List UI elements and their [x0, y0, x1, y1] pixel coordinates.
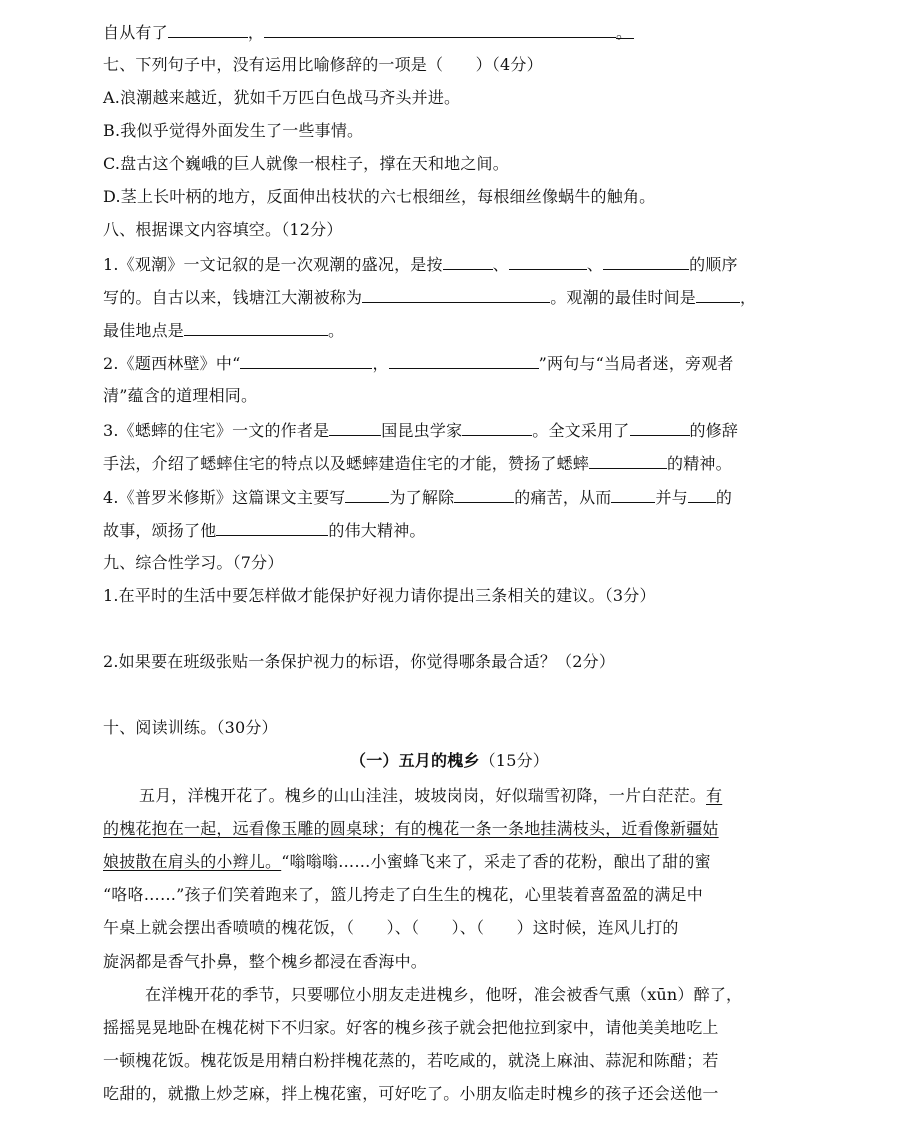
answer-blank[interactable]	[329, 420, 381, 436]
answer-blank[interactable]	[611, 487, 655, 503]
answer-blank[interactable]	[240, 353, 372, 369]
q9-item1: 1.在平时的生活中要怎样做才能保护好视力请你提出三条相关的建议。（3分）	[103, 586, 656, 605]
q9-item2: 2.如果要在班级张贴一条保护视力的标语，你觉得哪条最合适？（2分）	[103, 652, 616, 671]
answer-blank[interactable]	[362, 287, 550, 303]
passage-para1-line4: “咯咯……”孩子们笑着跑来了，篮儿挎走了白生生的槐花，心里装着喜盈盈的满足中	[103, 885, 703, 904]
answer-blank[interactable]	[264, 22, 616, 38]
passage-title: （一）五月的槐乡（15分）	[350, 751, 549, 770]
passage-para1-line6: 旋涡都是香气扑鼻，整个槐乡都浸在香海中。	[103, 952, 428, 971]
passage-para2-line2: 摇摇晃晃地卧在槐花树下不归家。好客的槐乡孩子就会把他拉到家中，请他美美地吃上	[103, 1018, 719, 1037]
q8-item1-line2: 写的。自古以来，钱塘江大潮被称为 。观潮的最佳时间是 ，	[103, 288, 757, 307]
q8-item3-line2: 手法，介绍了蟋蟀住宅的特点以及蟋蟀建造住宅的才能，赞扬了蟋蟀 的精神。	[103, 454, 732, 473]
answer-blank[interactable]	[696, 287, 740, 303]
q8-item4-line2: 故事，颂扬了他 的伟大精神。	[103, 521, 426, 540]
answer-blank[interactable]	[216, 520, 328, 536]
answer-blank[interactable]	[630, 420, 690, 436]
answer-blank[interactable]	[345, 487, 389, 503]
answer-blank[interactable]	[168, 22, 248, 38]
answer-blank[interactable]	[184, 320, 328, 336]
passage-para2-line3: 一顿槐花饭。槐花饭是用精白粉拌槐花蒸的，若吃咸的，就浇上麻油、蒜泥和陈醋；若	[103, 1051, 719, 1070]
q8-item1-line1: 1.《观潮》一文记叙的是一次观潮的盛况，是按 、 、 的顺序	[103, 255, 738, 274]
answer-blank[interactable]	[389, 353, 539, 369]
passage-para1-line3: 娘披散在肩头的小辫儿。“嗡嗡嗡……小蜜蜂飞来了，采走了香的花粉，酿出了甜的蜜	[103, 852, 711, 871]
q6-fill-line: 自从有了 ， 。	[103, 23, 633, 42]
passage-para2-line1: 在洋槐开花的季节，只要哪位小朋友走进槐乡，他呀，准会被香气熏（xūn）醉了，	[145, 985, 743, 1004]
passage-para1-line5: 午桌上就会摆出香喷喷的槐花饭，（ ）、（ ）、（ ）这时候，连风儿打的	[103, 918, 679, 937]
answer-blank[interactable]: 。	[616, 23, 633, 42]
q8-item4-line1: 4.《普罗米修斯》这篇课文主要写 为了解除 的痛苦，从而 并与 的	[103, 488, 733, 507]
answer-blank[interactable]	[603, 254, 689, 270]
passage-para1-line2: 的槐花抱在一起，远看像玉雕的圆桌球；有的槐花一条一条地挂满枝头，近看像新疆姑	[103, 819, 719, 838]
q7-title: 七、下列句子中，没有运用比喻修辞的一项是（ ）（4分）	[103, 55, 543, 74]
q8-title: 八、根据课文内容填空。（12分）	[103, 220, 343, 239]
answer-blank[interactable]	[589, 453, 667, 469]
q7-option-c: C.盘古这个巍峨的巨人就像一根柱子，撑在天和地之间。	[103, 154, 509, 173]
q8-item3-line1: 3.《蟋蟀的住宅》一文的作者是 国昆虫学家 。全文采用了 的修辞	[103, 421, 739, 440]
q7-option-a: A.浪潮越来越近，犹如千万匹白色战马齐头并进。	[103, 88, 461, 107]
answer-blank[interactable]	[454, 487, 514, 503]
q7-option-d: D.茎上长叶柄的地方，反面伸出枝状的六七根细丝，每根细丝像蜗牛的触角。	[103, 187, 656, 206]
q8-item2-line1: 2.《题西林壁》中“ ， ”两句与“当局者迷，旁观者	[103, 354, 734, 373]
q7-option-b: B.我似乎觉得外面发生了一些事情。	[103, 121, 364, 140]
passage-para2-line4: 吃甜的，就撒上炒芝麻，拌上槐花蜜，可好吃了。小朋友临走时槐乡的孩子还会送他一	[103, 1084, 719, 1103]
answer-blank[interactable]	[688, 487, 716, 503]
answer-blank[interactable]	[462, 420, 532, 436]
passage-para1-line1: 五月，洋槐开花了。槐乡的山山洼洼，坡坡岗岗，好似瑞雪初降，一片白茫茫。有	[139, 786, 723, 805]
answer-blank[interactable]	[443, 254, 493, 270]
q10-title: 十、阅读训练。（30分）	[103, 718, 278, 737]
answer-blank[interactable]	[509, 254, 587, 270]
q8-item2-line2: 清”蕴含的道理相同。	[103, 386, 258, 405]
q9-title: 九、综合性学习。（7分）	[103, 553, 284, 572]
q8-item1-line3: 最佳地点是 。	[103, 321, 345, 340]
